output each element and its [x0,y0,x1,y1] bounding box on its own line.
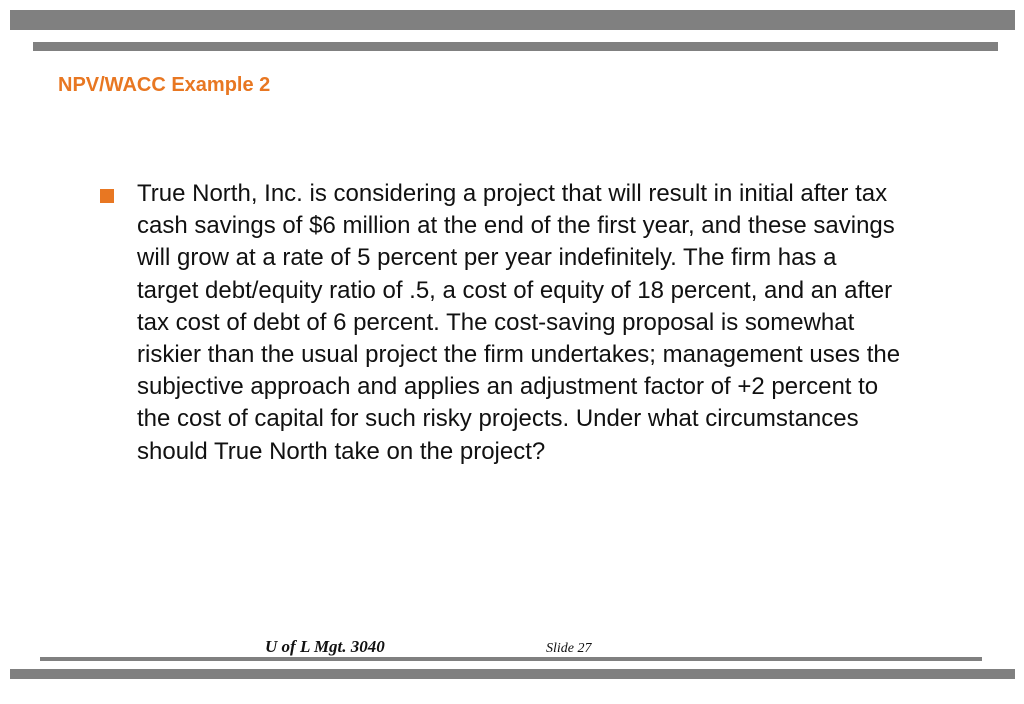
bottom-decorative-bar [10,669,1015,679]
bottom-decorative-thin-bar [40,657,982,661]
slide-title: NPV/WACC Example 2 [58,74,271,96]
footer-slide-number: Slide 27 [546,641,592,656]
footer-course-label: U of L Mgt. 3040 [265,637,385,656]
top-decorative-thin-bar [33,42,998,51]
square-bullet-icon [100,189,114,203]
top-decorative-bar [10,10,1015,30]
bullet-text: True North, Inc. is considering a project that will result in initial after tax cash savings of $6 million at the end of the first year, and these savings will grow at a rate of 5 percent per year indefinitely. The firm has a target debt/equity ratio of .5, a cost of equity of 18 percent, and an after tax cost of debt of 6 percent. The cost-saving proposal is somewhat riskier than the usual project the firm undertakes; management uses the subjective approach and applies an adjustment factor of +2 percent to the cost of capital for such risky projects. Under what circumstances should True North take on the project? [137,180,901,465]
